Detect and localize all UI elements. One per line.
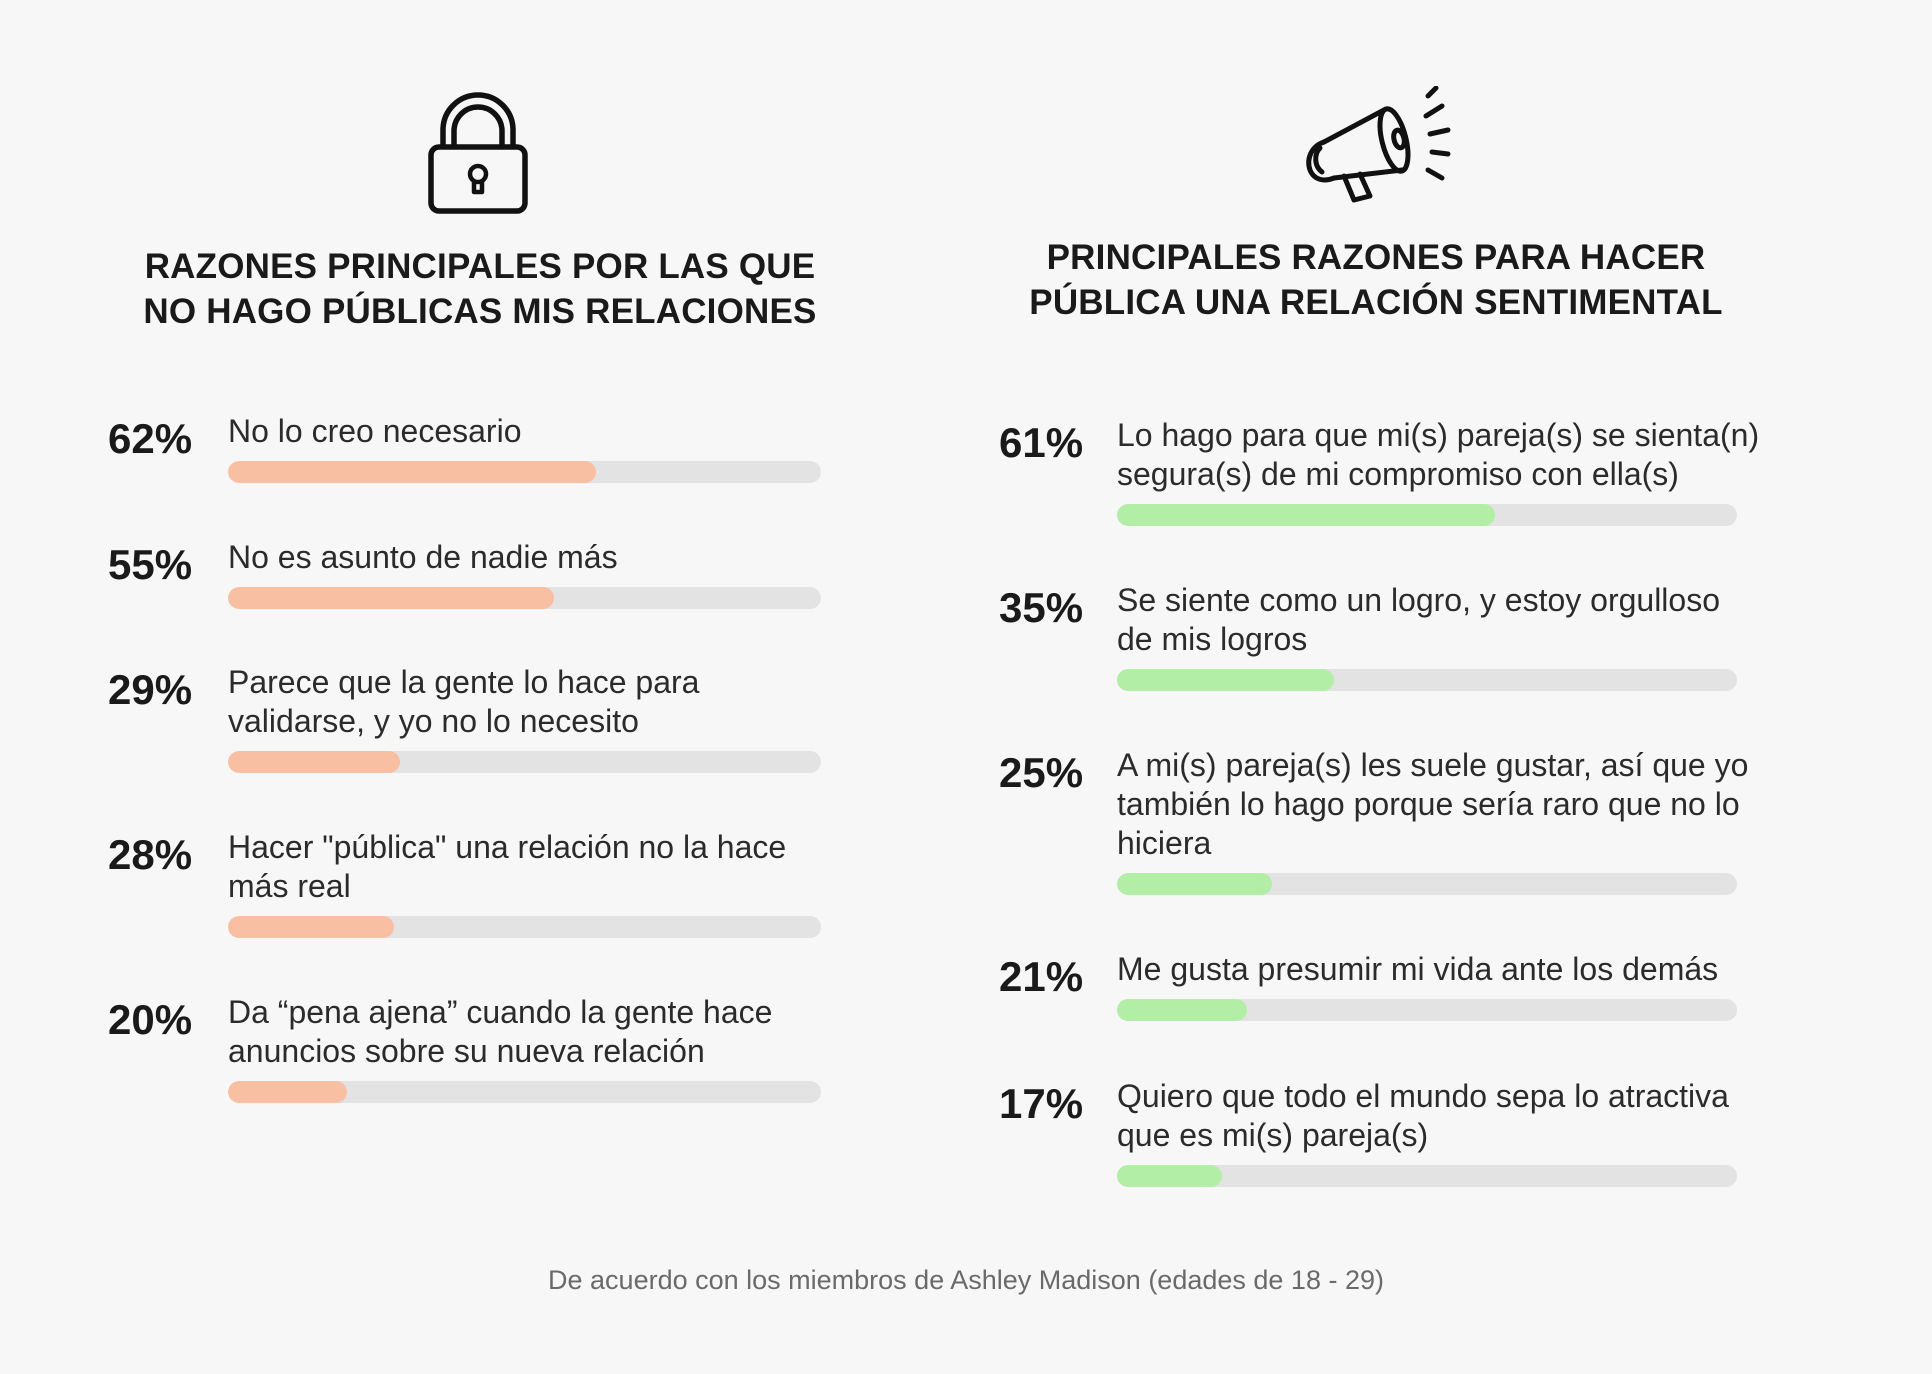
left-bar-value-label: 28% [108, 831, 193, 878]
right-bar-fill [1117, 1165, 1222, 1187]
left-bar-value-label: 29% [108, 666, 193, 713]
left-title-line-1: RAZONES PRINCIPALES POR LAS QUE [144, 247, 816, 286]
left-bar-value-label: 62% [108, 415, 193, 462]
right-bar-label-line: también lo hago porque sería raro que no lo [1117, 786, 1740, 822]
right-bar-category-label [1117, 581, 1720, 659]
right-bar-label-line: Se siente como un logro, y estoy orgulloso [1117, 582, 1720, 618]
left-bar-fill [228, 587, 554, 609]
right-title-line-2: PÚBLICA UNA RELACIÓN SENTIMENTAL [1029, 283, 1723, 322]
left-bar-track [228, 587, 821, 609]
right-bar-track [1117, 873, 1737, 895]
right-bar-category-label [1117, 416, 1759, 494]
right-bar-track [1117, 669, 1737, 691]
left-bar-label-line: Hacer "pública" una relación no la hace [228, 829, 787, 865]
left-bar-category-label [228, 828, 786, 906]
right-bar-category-label [1117, 1077, 1729, 1155]
left-bar-category-label [228, 663, 699, 741]
right-bar-fill [1117, 999, 1247, 1021]
left-bar-value-label: 55% [108, 541, 193, 588]
right-bar-category-label [1117, 950, 1718, 989]
left-bar-track [228, 916, 821, 938]
left-title-line-2: NO HAGO PÚBLICAS MIS RELACIONES [143, 292, 817, 331]
footer-note: De acuerdo con los miembros de Ashley Madison (edades de 18 - 29) [548, 1265, 1384, 1295]
left-bar-label-line: anuncios sobre su nueva relación [228, 1033, 705, 1069]
right-bar-fill [1117, 504, 1495, 526]
right-bar-label-line: Quiero que todo el mundo sepa lo atractiva [1117, 1078, 1729, 1114]
right-bar-track [1117, 504, 1737, 526]
right-bar-label-line: de mis logros [1117, 621, 1308, 657]
left-bar-label-line: No es asunto de nadie más [228, 539, 618, 575]
right-bar-value-label: 21% [999, 953, 1084, 1000]
left-bar-category-label [228, 993, 772, 1071]
left-bar-track [228, 751, 821, 773]
left-bar-label-line: Da “pena ajena” cuando la gente hace [228, 994, 773, 1030]
left-bar-fill [228, 461, 596, 483]
left-bar-category-label [228, 412, 521, 451]
right-bar-label-line: hiciera [1117, 825, 1212, 861]
lock-icon [425, 92, 531, 216]
right-bar-fill [1117, 669, 1334, 691]
left-bar-fill [228, 751, 400, 773]
right-bar-track [1117, 1165, 1737, 1187]
left-bar-category-label [228, 538, 618, 577]
right-bar-value-label: 17% [999, 1080, 1084, 1127]
right-bar-label-line: Lo hago para que mi(s) pareja(s) se sienta(n) [1117, 417, 1760, 453]
right-bar-label-line: segura(s) de mi compromiso con ella(s) [1117, 456, 1679, 492]
right-bar-label-line: Me gusta presumir mi vida ante los demás [1117, 951, 1719, 987]
left-bar-track [228, 1081, 821, 1103]
right-bar-category-label [1117, 746, 1748, 863]
left-bar-label-line: más real [228, 868, 351, 904]
right-bar-fill [1117, 873, 1272, 895]
right-bar-label-line: A mi(s) pareja(s) les suele gustar, así que yo [1117, 747, 1749, 783]
right-bar-value-label: 61% [999, 419, 1084, 466]
megaphone-icon [1298, 86, 1458, 216]
right-title-line-1: PRINCIPALES RAZONES PARA HACER [1046, 238, 1706, 277]
left-bar-value-label: 20% [108, 996, 193, 1043]
left-bar-label-line: Parece que la gente lo hace para [228, 664, 700, 700]
right-panel-title [986, 235, 1766, 325]
right-bar-value-label: 25% [999, 749, 1084, 796]
left-bar-label-line: validarse, y yo no lo necesito [228, 703, 639, 739]
left-panel-title [90, 244, 870, 334]
right-bar-value-label: 35% [999, 584, 1084, 631]
left-bar-fill [228, 1081, 347, 1103]
right-bar-track [1117, 999, 1737, 1021]
left-bar-fill [228, 916, 394, 938]
left-bar-track [228, 461, 821, 483]
right-bar-label-line: que es mi(s) pareja(s) [1117, 1117, 1429, 1153]
left-bar-label-line: No lo creo necesario [228, 413, 522, 449]
